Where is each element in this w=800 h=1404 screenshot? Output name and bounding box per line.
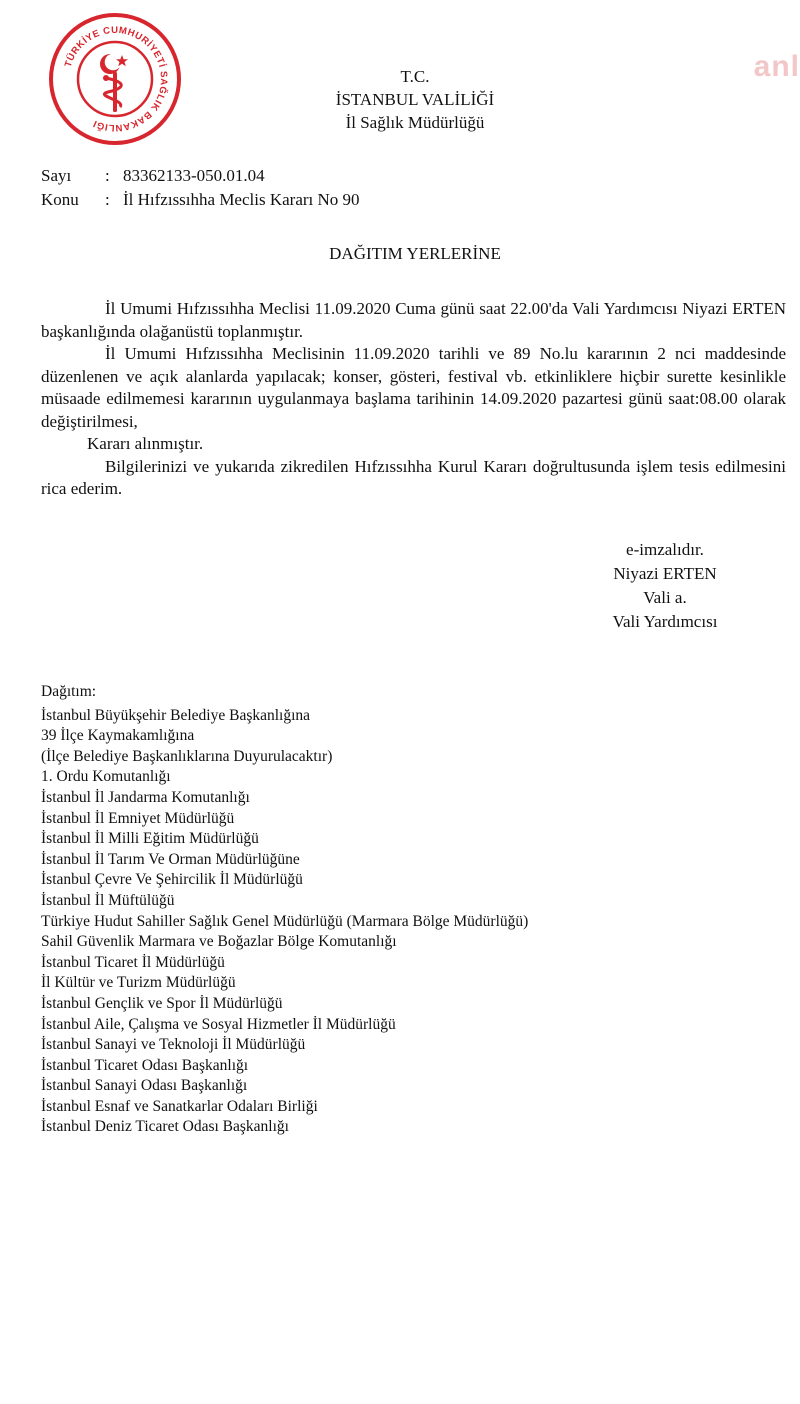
signature-vali-a: Vali a.: [643, 588, 687, 607]
signature-block: [595, 538, 735, 634]
seal-ring-text: TÜRKİYE CUMHURİYETİ SAĞLIK BAKANLIĞI: [62, 24, 170, 134]
meta-konu: [41, 188, 360, 212]
letter-body: [41, 298, 786, 501]
list-item: İstanbul Aile, Çalışma ve Sosyal Hizmetler İl Müdürlüğü: [41, 1015, 396, 1033]
body-paragraph-2: İl Umumi Hıfzıssıhha Meclisinin 11.09.2020 tarihli ve 89 No.lu kararının 2 nci maddesinde düzenlenen ve açık alanlarda yapılacak; konser, gösteri, festival vb. etkinliklere hiçbir surette kesinlikle müsaade edilmemesi kararının uygulanmaya başlama tarihinin 14.09.2020 pazartesi günü saat:08.00 olarak değiştirilmesi,: [41, 344, 786, 431]
sayi-value: 83362133-050.01.04: [123, 166, 265, 185]
list-item: 39 İlçe Kaymakamlığına: [41, 727, 195, 745]
body-paragraph-4: Bilgilerinizi ve yukarıda zikredilen Hıfzıssıhha Kurul Kararı doğrultusunda işlem tesis edilmesini rica ederim.: [41, 456, 786, 498]
list-item: İstanbul Deniz Ticaret Odası Başkanlığı: [41, 1118, 289, 1136]
list-item: İstanbul Sanayi Odası Başkanlığı: [41, 1077, 248, 1095]
header-tc: T.C.: [400, 67, 430, 86]
seal-graphic: [48, 12, 182, 146]
sayi-label: Sayı: [41, 166, 72, 185]
signature-title: Vali Yardımcısı: [612, 612, 718, 631]
list-item: İstanbul Gençlik ve Spor İl Müdürlüğü: [41, 994, 283, 1012]
body-paragraph-1: İl Umumi Hıfzıssıhha Meclisi 11.09.2020 Cuma günü saat 22.00'da Vali Yardımcısı Niyazi ERTEN başkanlığında olağanüstü toplanmıştır.: [41, 299, 786, 341]
body-paragraph-3: Kararı alınmıştır.: [87, 434, 204, 453]
list-item: İstanbul İl Jandarma Komutanlığı: [41, 788, 250, 806]
list-item: İstanbul İl Müftülüğü: [41, 891, 175, 909]
list-item: (İlçe Belediye Başkanlıklarına Duyurulacaktır): [41, 747, 333, 765]
distribution-list: [41, 682, 528, 1138]
list-item: İstanbul Sanayi ve Teknoloji İl Müdürlüğü: [41, 1036, 306, 1054]
watermark-text: anl: [753, 50, 800, 83]
distribution-items: [41, 706, 528, 1138]
konu-colon: :: [105, 190, 110, 209]
distribution-heading: Dağıtım:: [41, 683, 97, 700]
list-item: 1. Ordu Komutanlığı: [41, 768, 171, 786]
ministry-seal-logo: [48, 12, 182, 146]
list-item: İstanbul İl Milli Eğitim Müdürlüğü: [41, 830, 259, 848]
list-item: İstanbul Ticaret İl Müdürlüğü: [41, 953, 225, 971]
list-item: İstanbul Ticaret Odası Başkanlığı: [41, 1056, 249, 1074]
signature-name: Niyazi ERTEN: [613, 564, 717, 583]
list-item: Türkiye Hudut Sahiller Sağlık Genel Müdürlüğü (Marmara Bölge Müdürlüğü): [41, 912, 529, 930]
list-item: İstanbul Büyükşehir Belediye Başkanlığına: [41, 706, 311, 724]
konu-label: Konu: [41, 190, 79, 209]
header-valilik: İSTANBUL VALİLİĞİ: [335, 90, 495, 109]
header-mudurluk: İl Sağlık Müdürlüğü: [345, 113, 485, 132]
list-item: İstanbul Esnaf ve Sanatkarlar Odaları Birliği: [41, 1097, 318, 1115]
list-item: İstanbul İl Tarım Ve Orman Müdürlüğüne: [41, 850, 300, 868]
list-item: Sahil Güvenlik Marmara ve Boğazlar Bölge Komutanlığı: [41, 933, 397, 951]
list-item: İstanbul İl Emniyet Müdürlüğü: [41, 809, 235, 827]
sayi-colon: :: [105, 166, 110, 185]
konu-value: İl Hıfzıssıhha Meclis Kararı No 90: [123, 190, 360, 209]
document-title: DAĞITIM YERLERİNE: [329, 244, 501, 263]
list-item: İl Kültür ve Turizm Müdürlüğü: [41, 974, 236, 992]
list-item: İstanbul Çevre Ve Şehircilik İl Müdürlüğü: [41, 871, 303, 889]
meta-sayi: [41, 164, 265, 188]
signature-eimza: e-imzalıdır.: [626, 540, 704, 559]
